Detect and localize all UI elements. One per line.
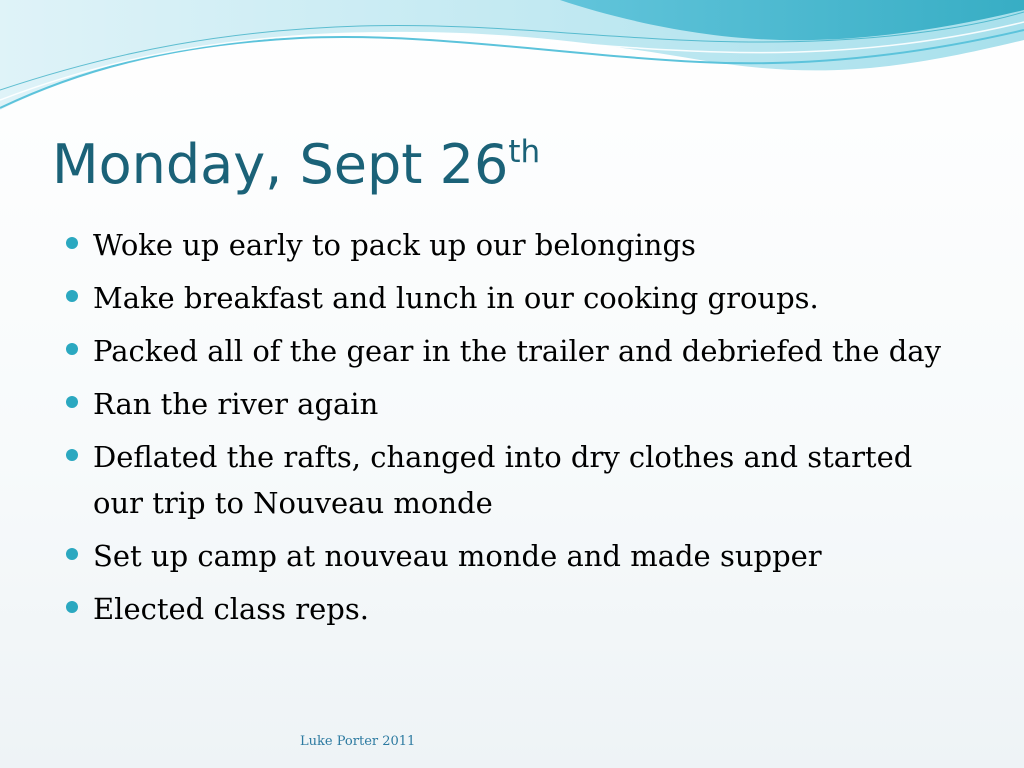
bullet-item — [64, 222, 944, 268]
bullet-list — [64, 222, 944, 639]
bullet-text: Ran the river again — [93, 387, 379, 421]
bullet-dot-icon — [66, 548, 78, 560]
bullet-text: Make breakfast and lunch in our cooking groups. — [93, 281, 819, 315]
slide-footer: Luke Porter 2011 — [300, 734, 416, 749]
bullet-text: Elected class reps. — [93, 592, 369, 626]
bullet-text: Set up camp at nouveau monde and made supper — [93, 539, 822, 573]
bullet-dot-icon — [66, 601, 78, 613]
bullet-dot-icon — [66, 396, 78, 408]
bullet-item — [64, 533, 944, 579]
slide-title-main: Monday, Sept 26 — [52, 133, 509, 196]
bullet-text: Deflated the rafts, changed into dry clothes and started our trip to Nouveau monde — [93, 440, 913, 520]
slide-title — [52, 130, 540, 200]
bullet-text: Packed all of the gear in the trailer and debriefed the day — [93, 334, 941, 368]
slide-title-superscript: th — [508, 134, 541, 170]
bullet-dot-icon — [66, 290, 78, 302]
bullet-dot-icon — [66, 237, 78, 249]
bullet-item — [64, 328, 944, 374]
header-wave-decoration — [0, 0, 1024, 130]
bullet-item — [64, 586, 944, 632]
bullet-text: Woke up early to pack up our belongings — [93, 228, 696, 262]
bullet-item — [64, 275, 944, 321]
bullet-item — [64, 381, 944, 427]
bullet-dot-icon — [66, 343, 78, 355]
bullet-item — [64, 434, 944, 526]
bullet-dot-icon — [66, 449, 78, 461]
